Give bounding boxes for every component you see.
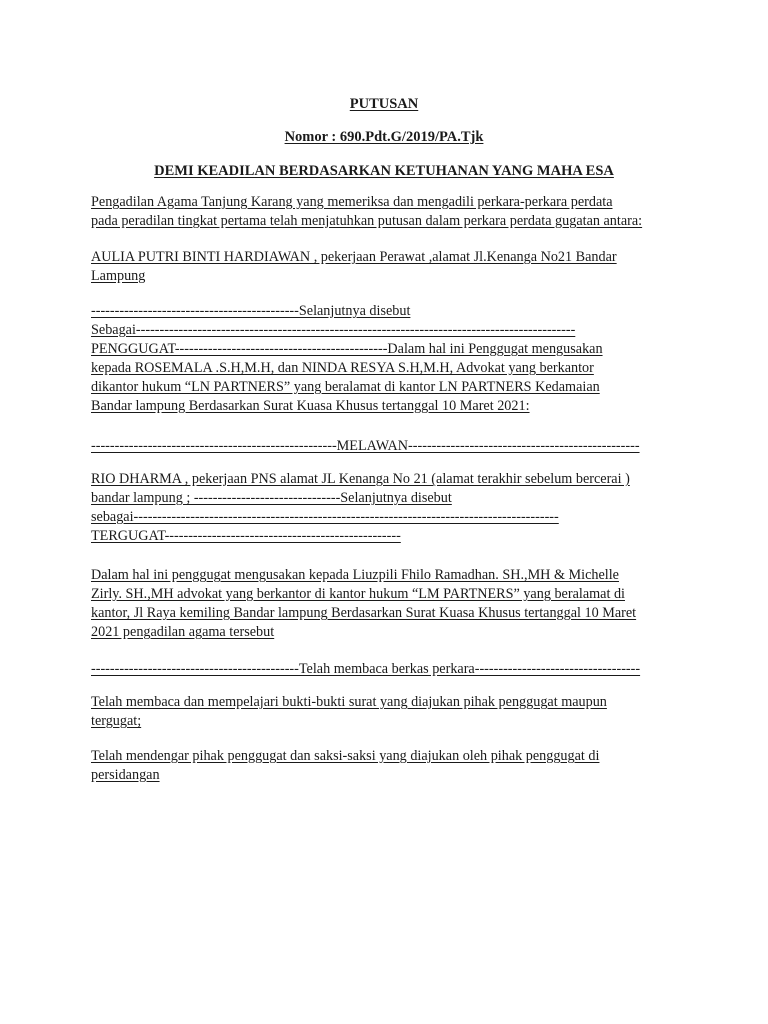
text-line: dikantor hukum “LN PARTNERS” yang beralamat di kantor LN PARTNERS Kedamaian bbox=[91, 379, 600, 395]
text-line: TERGUGAT-------------------------------------------------- bbox=[91, 528, 401, 544]
text-line: bandar lampung ; -------------------------------Selanjutnya disebut bbox=[91, 490, 452, 506]
text-line: Pengadilan Agama Tanjung Karang yang memeriksa dan mengadili perkara-perkara perdata bbox=[91, 194, 613, 210]
text-line: Dalam hal ini penggugat mengusakan kepada Liuzpili Fhilo Ramadhan. SH.,MH & Michelle bbox=[91, 567, 619, 583]
document-heading: DEMI KEADILAN BERDASARKAN KETUHANAN YANG MAHA ESA bbox=[154, 163, 614, 179]
text-line: RIO DHARMA , pekerjaan PNS alamat JL Kenanga No 21 (alamat terakhir sebelum bercerai ) bbox=[91, 471, 630, 487]
text-line: Telah membaca dan mempelajari bukti-bukti surat yang diajukan pihak penggugat maupun bbox=[91, 694, 607, 710]
defendant-paragraph bbox=[91, 470, 691, 546]
court-intro-paragraph bbox=[91, 193, 691, 231]
text-line: kepada ROSEMALA .S.H,M.H, dan NINDA RESYA S.H,M.H, Advokat yang berkantor bbox=[91, 360, 594, 376]
hearing-paragraph bbox=[91, 747, 691, 785]
text-line: Lampung bbox=[91, 268, 146, 284]
document-title: PUTUSAN bbox=[349, 96, 419, 112]
text-line: --------------------------------------------Telah membaca berkas perkara----------------------------------- bbox=[91, 661, 641, 677]
text-line: Zirly. SH.,MH advokat yang berkantor di kantor hukum “LM PARTNERS” yang beralamat di bbox=[91, 586, 625, 602]
text-line: --------------------------------------------Selanjutnya disebut bbox=[91, 303, 411, 319]
text-line: persidangan bbox=[91, 767, 160, 783]
text-line: PENGGUGAT---------------------------------------------Dalam hal ini Penggugat mengusakan bbox=[91, 341, 603, 357]
plaintiff-representation-paragraph bbox=[91, 302, 691, 416]
text-line: Sebagai--------------------------------------------------------------------------------------------- bbox=[91, 322, 576, 338]
text-line: kantor, Jl Raya kemiling Bandar lampung Berdasarkan Surat Kuasa Khusus tertanggal 10 Maret bbox=[91, 605, 637, 621]
text-line: Telah mendengar pihak penggugat dan saksi-saksi yang diajukan oleh pihak penggugat di bbox=[91, 748, 600, 764]
text-line: ----------------------------------------------------MELAWAN------------------------------------------------- bbox=[91, 438, 640, 454]
text-line: AULIA PUTRI BINTI HARDIAWAN , pekerjaan Perawat ,alamat Jl.Kenanga No21 Bandar bbox=[91, 249, 617, 265]
text-line: tergugat; bbox=[91, 713, 142, 729]
case-file-divider bbox=[91, 660, 691, 679]
evidence-paragraph bbox=[91, 693, 691, 731]
defendant-representation-paragraph bbox=[91, 566, 691, 642]
case-number: Nomor : 690.Pdt.G/2019/PA.Tjk bbox=[284, 129, 484, 145]
versus-divider bbox=[91, 437, 691, 456]
text-line: sebagai------------------------------------------------------------------------------------------ bbox=[91, 509, 559, 525]
text-line: 2021 pengadilan agama tersebut bbox=[91, 624, 275, 640]
plaintiff-paragraph bbox=[91, 248, 691, 286]
text-line: pada peradilan tingkat pertama telah menjatuhkan putusan dalam perkara perdata gugatan antara: bbox=[91, 213, 643, 229]
text-line: Bandar lampung Berdasarkan Surat Kuasa Khusus tertanggal 10 Maret 2021: bbox=[91, 398, 530, 414]
